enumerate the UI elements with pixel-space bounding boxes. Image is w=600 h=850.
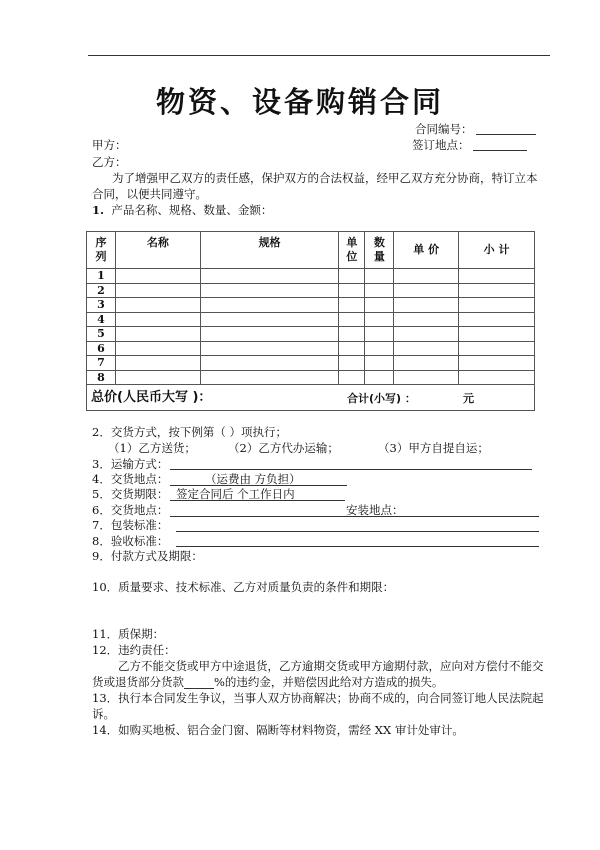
section-12: 12．违约责任：	[92, 643, 176, 657]
section-7: 7．包装标准：	[92, 518, 169, 532]
acceptance-field[interactable]	[176, 546, 539, 547]
table-cell[interactable]	[339, 269, 365, 284]
table-cell[interactable]	[459, 283, 535, 298]
table-cell[interactable]	[200, 298, 339, 313]
table-cell[interactable]	[339, 370, 365, 385]
table-cell[interactable]	[115, 356, 200, 371]
table-cell[interactable]	[115, 283, 200, 298]
table-cell[interactable]	[115, 298, 200, 313]
table-cell[interactable]	[200, 283, 339, 298]
table-cell[interactable]	[115, 312, 200, 327]
party-a: 甲方：	[92, 138, 127, 152]
table-cell[interactable]	[365, 312, 394, 327]
section-12-line-2b: %的违约金，并赔偿因此给对方造成的损失。	[214, 675, 444, 689]
header-qty: 数 量	[365, 232, 394, 269]
row-number: 3	[87, 298, 116, 313]
table-row	[87, 341, 535, 356]
delivery-option-2: （2）乙方代办运输；	[228, 441, 339, 455]
row-number: 1	[87, 269, 116, 284]
section-11: 11．质保期：	[92, 627, 165, 641]
table-cell[interactable]	[339, 312, 365, 327]
table-cell[interactable]	[365, 341, 394, 356]
table-cell[interactable]	[459, 269, 535, 284]
row-number: 2	[87, 283, 116, 298]
section-14: 14．如购买地板、铝合金门窗、隔断等材料物资，需经 XX 审计处审计。	[92, 723, 464, 737]
delivery-option-1: （1）乙方送货；	[108, 441, 196, 455]
delivery-install-field[interactable]	[170, 516, 539, 517]
freight-note: （运费由 方负担）	[205, 472, 301, 486]
intro-line-1: 为了增强甲乙双方的责任感，保护双方的合法权益，经甲乙双方充分协商，特订立本	[112, 171, 538, 185]
section-2: 2．交货方式，按下例第（ ）项执行；	[92, 425, 287, 439]
delivery-deadline-field[interactable]	[170, 500, 345, 501]
section-1: 产品名称、规格、数量、金额：	[111, 203, 273, 217]
table-cell[interactable]	[365, 370, 394, 385]
table-cell[interactable]	[200, 341, 339, 356]
header-subtotal: 小 计	[459, 232, 535, 269]
table-cell[interactable]	[459, 341, 535, 356]
table-row	[87, 370, 535, 385]
delivery-place-field[interactable]	[170, 485, 347, 486]
table-cell[interactable]	[365, 327, 394, 342]
yuan-label: 元	[463, 392, 474, 405]
delivery-deadline-note: 签定合同后 个工作日内	[176, 487, 295, 501]
row-number: 4	[87, 312, 116, 327]
row-number: 6	[87, 341, 116, 356]
top-rule	[88, 55, 550, 56]
penalty-percent-field[interactable]	[184, 676, 214, 689]
table-cell[interactable]	[115, 327, 200, 342]
delivery-option-3: （3）甲方自提自运；	[378, 441, 489, 455]
section-3: 3．运输方式：	[92, 457, 169, 471]
table-cell[interactable]	[394, 298, 459, 313]
row-number: 7	[87, 356, 116, 371]
table-cell[interactable]	[200, 327, 339, 342]
subtotal-label: 合计(小写) ：	[347, 392, 416, 405]
table-cell[interactable]	[394, 370, 459, 385]
section-8: 8．验收标准：	[92, 534, 169, 548]
table-cell[interactable]	[459, 312, 535, 327]
table-cell[interactable]	[365, 356, 394, 371]
header-price: 单 价	[394, 232, 459, 269]
table-cell[interactable]	[115, 370, 200, 385]
total-row	[87, 385, 535, 411]
header-unit: 单 位	[339, 232, 365, 269]
contract-no-label: 合同编号：	[415, 122, 473, 136]
table-cell[interactable]	[339, 327, 365, 342]
table-cell[interactable]	[200, 312, 339, 327]
section-13-line-2: 诉。	[92, 707, 115, 721]
table-cell[interactable]	[365, 269, 394, 284]
sign-place-field[interactable]	[473, 150, 527, 151]
section-12-line-1: 乙方不能交货或甲方中途退货，乙方逾期交货或甲方逾期付款，应向对方偿付不能交	[118, 659, 544, 673]
table-cell[interactable]	[200, 356, 339, 371]
table-row	[87, 283, 535, 298]
table-cell[interactable]	[394, 283, 459, 298]
header-name: 名称	[115, 232, 200, 269]
table-row	[87, 327, 535, 342]
table-cell[interactable]	[459, 370, 535, 385]
section-12-line-2a: 货或退货部分货款	[92, 675, 184, 689]
row-number: 5	[87, 327, 116, 342]
transport-field[interactable]	[170, 469, 532, 470]
table-row	[87, 269, 535, 284]
table-cell[interactable]	[394, 312, 459, 327]
section-9: 9．付款方式及期限：	[92, 549, 203, 563]
table-cell[interactable]	[394, 269, 459, 284]
table-cell[interactable]	[365, 298, 394, 313]
intro-line-2: 合同，以便共同遵守。	[92, 187, 207, 201]
section-6: 6．交货地点：	[92, 503, 169, 517]
table-cell[interactable]	[394, 341, 459, 356]
page-title: 物资、设备购销合同	[155, 85, 444, 119]
table-row	[87, 356, 535, 371]
product-table	[86, 231, 535, 411]
table-cell[interactable]	[115, 341, 200, 356]
table-cell[interactable]	[200, 370, 339, 385]
section-4: 4．交货地点：	[92, 472, 169, 486]
header-seq: 序 列	[87, 232, 116, 269]
table-cell[interactable]	[365, 283, 394, 298]
section-10: 10．质量要求、技术标准、乙方对质量负责的条件和期限：	[92, 580, 395, 594]
table-cell[interactable]	[339, 356, 365, 371]
table-cell[interactable]	[459, 298, 535, 313]
section-1-number: 1.	[92, 203, 105, 217]
total-label: 总价(人民币大写 )：	[91, 390, 212, 405]
table-cell[interactable]	[459, 356, 535, 371]
section-5: 5．交货期限：	[92, 487, 169, 501]
table-cell[interactable]	[394, 327, 459, 342]
contract-no-field[interactable]	[476, 134, 536, 135]
table-cell[interactable]	[339, 341, 365, 356]
install-place-label: 安装地点：	[346, 503, 404, 517]
table-cell[interactable]	[339, 283, 365, 298]
table-cell[interactable]	[339, 298, 365, 313]
table-row	[87, 298, 535, 313]
sign-place-label: 签订地点：	[412, 138, 470, 152]
table-cell[interactable]	[115, 269, 200, 284]
table-cell[interactable]	[459, 327, 535, 342]
table-row	[87, 312, 535, 327]
table-cell[interactable]	[200, 269, 339, 284]
row-number: 8	[87, 370, 116, 385]
section-13-line-1: 13．执行本合同发生争议，当事人双方协商解决；协商不成的，向合同签订地人民法院起	[92, 691, 544, 705]
table-cell[interactable]	[394, 356, 459, 371]
table-header-row	[87, 232, 535, 269]
header-spec: 规格	[200, 232, 339, 269]
party-b: 乙方：	[92, 155, 127, 169]
packaging-field[interactable]	[176, 531, 539, 532]
